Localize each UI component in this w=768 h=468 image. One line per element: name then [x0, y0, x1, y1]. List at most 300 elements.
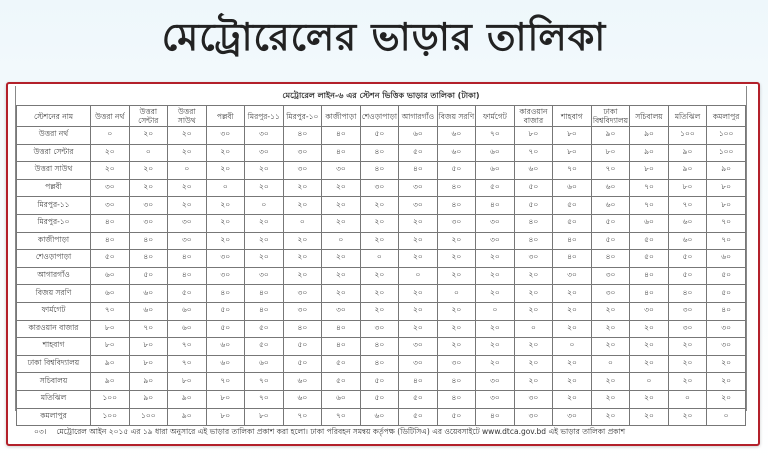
fare-cell: ১০০	[129, 408, 168, 426]
fare-cell: ৫০	[168, 285, 207, 303]
station-name: উত্তরা সেন্টার	[17, 144, 91, 162]
fare-cell: ৬০	[129, 302, 168, 320]
fare-cell: ০	[322, 232, 361, 250]
fare-cell: ৫০	[399, 408, 438, 426]
fare-cell: ২০	[168, 179, 207, 197]
fare-cell: ৮০	[553, 127, 592, 145]
fare-cell: ৭০	[322, 408, 361, 426]
fare-cell: ৪০	[553, 250, 592, 268]
fare-cell: ২০	[206, 144, 245, 162]
fare-cell: ৩০	[476, 373, 515, 391]
fare-cell: ৫০	[129, 267, 168, 285]
fare-cell: ৭০	[476, 127, 515, 145]
fare-cell: ৪০	[168, 267, 207, 285]
table-row	[17, 250, 746, 268]
fare-cell: ৫০	[553, 197, 592, 215]
fare-cell: ৯০	[668, 162, 707, 180]
fare-cell: ২০	[437, 267, 476, 285]
fare-cell: ৩০	[399, 197, 438, 215]
station-name: মিরপুর-১০	[17, 214, 91, 232]
table-row	[17, 144, 746, 162]
fare-cell: ২০	[322, 250, 361, 268]
fare-cell: ২০	[514, 285, 553, 303]
station-name: উত্তরা সাউথ	[17, 162, 91, 180]
fare-cell: ২০	[322, 179, 361, 197]
footer-text: মেট্রোরেল আইন ২০১৫ এর ১৯ ধারা অনুসারে এই ভাড়ার তালিকা প্রকাশ করা হলো। ঢাকা পরিবহন সমন্বয় কর্তৃপক্ষ (ডিটিসিএ) এর ওয়েবসাইটে www.dtca.gov.bd এই ভাড়ার তালিকা প্রকাশ	[56, 427, 626, 436]
fare-cell: ৫০	[591, 232, 630, 250]
fare-cell: ২০	[476, 267, 515, 285]
fare-cell: ৩০	[91, 179, 130, 197]
fare-cell: ২০	[129, 162, 168, 180]
fare-cell: ৬০	[283, 373, 322, 391]
fare-cell: ৩০	[399, 355, 438, 373]
fare-cell: ৯০	[168, 390, 207, 408]
fare-cell: ৩০	[591, 285, 630, 303]
fare-cell: ৪০	[360, 355, 399, 373]
fare-cell: ২০	[245, 162, 284, 180]
fare-cell: ২০	[707, 355, 746, 373]
fare-cell: ৯০	[168, 408, 207, 426]
fare-cell: ৫০	[514, 179, 553, 197]
fare-cell: ০	[283, 214, 322, 232]
fare-cell: ৮০	[630, 162, 669, 180]
fare-cell: ৪০	[399, 373, 438, 391]
fare-cell: ৮০	[129, 355, 168, 373]
fare-cell: ৫০	[707, 285, 746, 303]
fare-cell: ২০	[129, 179, 168, 197]
table-row	[17, 390, 746, 408]
fare-cell: ২০	[399, 232, 438, 250]
fare-cell: ৩০	[168, 232, 207, 250]
fare-cell: ৬০	[168, 302, 207, 320]
fare-cell: ৭০	[553, 162, 592, 180]
fare-cell: ৬০	[206, 355, 245, 373]
fare-cell: ৯০	[630, 144, 669, 162]
fare-cell: ৩০	[283, 302, 322, 320]
fare-cell: ৭০	[707, 232, 746, 250]
fare-cell: ০	[206, 179, 245, 197]
fare-cell: ২০	[476, 320, 515, 338]
fare-cell: ২০	[514, 355, 553, 373]
fare-cell: ২০	[245, 232, 284, 250]
fare-table-container	[15, 86, 747, 420]
fare-cell: ২০	[399, 302, 438, 320]
fare-cell: ৩০	[245, 267, 284, 285]
fare-cell: ৪০	[245, 302, 284, 320]
fare-cell: ৪০	[399, 162, 438, 180]
fare-cell: ৪০	[360, 338, 399, 356]
fare-cell: ২০	[206, 214, 245, 232]
fare-cell: ২০	[399, 214, 438, 232]
fare-cell: ২০	[630, 355, 669, 373]
table-row	[17, 373, 746, 391]
fare-cell: ৫০	[322, 355, 361, 373]
column-header: শেওড়াপাড়া	[360, 106, 399, 127]
fare-cell: ০	[476, 302, 515, 320]
fare-cell: ০	[168, 162, 207, 180]
fare-cell: ০	[399, 267, 438, 285]
fare-cell: ৯০	[630, 127, 669, 145]
fare-cell: ৩০	[553, 267, 592, 285]
fare-cell: ৭০	[245, 390, 284, 408]
fare-cell: ৭০	[514, 144, 553, 162]
fare-cell: ০	[668, 390, 707, 408]
fare-cell: ৩০	[245, 144, 284, 162]
fare-cell: ৭০	[91, 302, 130, 320]
fare-cell: ৩০	[283, 162, 322, 180]
fare-cell: ৫০	[360, 390, 399, 408]
fare-cell: ২০	[129, 127, 168, 145]
column-header: মতিঝিল	[668, 106, 707, 127]
fare-cell: ২০	[553, 373, 592, 391]
fare-cell: ৮০	[91, 338, 130, 356]
fare-cell: ৫০	[245, 320, 284, 338]
fare-cell: ৫০	[206, 320, 245, 338]
fare-cell: ৭০	[283, 408, 322, 426]
fare-cell: ২০	[283, 250, 322, 268]
fare-cell: ৪০	[129, 232, 168, 250]
station-name: সচিবালয়	[17, 373, 91, 391]
fare-cell: ২০	[514, 373, 553, 391]
fare-cell: ২০	[437, 250, 476, 268]
table-caption: মেট্রোরেল লাইন-৬ এর স্টেশন ভিত্তিক ভাড়ার তালিকা (টাকা)	[282, 91, 480, 100]
table-row	[17, 355, 746, 373]
fare-cell: ২০	[168, 127, 207, 145]
fare-cell: ৬০	[129, 285, 168, 303]
table-row	[17, 232, 746, 250]
station-name: কাজীপাড়া	[17, 232, 91, 250]
column-header: মিরপুর-১১	[245, 106, 284, 127]
fare-cell: ৫০	[437, 408, 476, 426]
fare-cell: ৮০	[668, 179, 707, 197]
fare-cell: ২০	[322, 267, 361, 285]
fare-cell: ২০	[553, 285, 592, 303]
fare-cell: ০	[437, 285, 476, 303]
fare-cell: ৬০	[591, 179, 630, 197]
fare-cell: ৮০	[129, 338, 168, 356]
fare-cell: ২০	[360, 232, 399, 250]
fare-cell: ৩০	[206, 267, 245, 285]
fare-cell: ৩০	[476, 214, 515, 232]
fare-cell: ৮০	[707, 197, 746, 215]
fare-cell: ০	[91, 127, 130, 145]
fare-cell: ৫০	[91, 250, 130, 268]
fare-cell: ৩০	[283, 144, 322, 162]
fare-cell: ৩০	[322, 302, 361, 320]
table-row	[17, 267, 746, 285]
fare-cell: ২০	[437, 302, 476, 320]
fare-cell: ২০	[360, 197, 399, 215]
fare-cell: ৯০	[668, 144, 707, 162]
corner-header: স্টেশনের নাম	[17, 106, 91, 127]
fare-cell: ২০	[553, 355, 592, 373]
fare-cell: ৬০	[245, 355, 284, 373]
fare-cell: ৪০	[553, 232, 592, 250]
fare-cell: ২০	[476, 355, 515, 373]
footer-number: ০৩।	[34, 427, 47, 436]
fare-cell: ০	[707, 408, 746, 426]
fare-cell: ৫০	[668, 250, 707, 268]
fare-cell: ২০	[630, 320, 669, 338]
fare-table-frame	[6, 82, 760, 446]
station-name: শাহবাগ	[17, 338, 91, 356]
fare-cell: ২০	[91, 144, 130, 162]
fare-cell: ২০	[668, 408, 707, 426]
fare-cell: ৬০	[283, 390, 322, 408]
fare-cell: ৩০	[514, 250, 553, 268]
footer-note	[34, 427, 625, 439]
fare-cell: ৪০	[360, 144, 399, 162]
table-row	[17, 179, 746, 197]
fare-cell: ৩০	[206, 127, 245, 145]
fare-cell: ৪০	[437, 197, 476, 215]
fare-cell: ৯০	[591, 127, 630, 145]
fare-cell: ৪০	[245, 285, 284, 303]
table-row	[17, 302, 746, 320]
column-header: ঢাকা বিশ্ববিদ্যালয়	[592, 107, 629, 125]
fare-cell: ৬০	[553, 179, 592, 197]
fare-cell: ৫০	[322, 373, 361, 391]
fare-cell: ১০০	[668, 127, 707, 145]
fare-cell: ২০	[399, 250, 438, 268]
fare-cell: ৬০	[630, 214, 669, 232]
fare-cell: ২০	[553, 320, 592, 338]
fare-cell: ২০	[245, 214, 284, 232]
fare-cell: ২০	[668, 373, 707, 391]
table-row	[17, 320, 746, 338]
fare-cell: ২০	[245, 250, 284, 268]
fare-cell: ৩০	[476, 232, 515, 250]
fare-cell: ৬০	[168, 320, 207, 338]
fare-cell: ২০	[514, 267, 553, 285]
fare-cell: ২০	[476, 250, 515, 268]
fare-cell: ২০	[707, 373, 746, 391]
fare-cell: ৩০	[206, 250, 245, 268]
fare-cell: ২০	[206, 232, 245, 250]
fare-cell: ৩০	[630, 302, 669, 320]
fare-cell: ৪০	[514, 214, 553, 232]
fare-cell: ৮০	[553, 144, 592, 162]
fare-cell: ৭০	[168, 338, 207, 356]
fare-cell: ৪০	[514, 232, 553, 250]
station-name: শেওড়াপাড়া	[17, 250, 91, 268]
station-name: কারওয়ান বাজার	[17, 320, 91, 338]
fare-cell: ৭০	[168, 355, 207, 373]
fare-cell: ২০	[322, 285, 361, 303]
fare-cell: ৮০	[206, 408, 245, 426]
fare-cell: ২০	[707, 390, 746, 408]
fare-cell: ৪০	[322, 338, 361, 356]
fare-cell: ৬০	[437, 144, 476, 162]
fare-cell: ৩০	[707, 338, 746, 356]
fare-cell: ৪০	[630, 285, 669, 303]
fare-cell: ৭০	[129, 320, 168, 338]
fare-cell: ১০০	[707, 127, 746, 145]
fare-cell: ৮০	[514, 127, 553, 145]
fare-cell: ০	[591, 355, 630, 373]
fare-cell: ২০	[668, 338, 707, 356]
fare-cell: ২০	[322, 197, 361, 215]
fare-cell: ৪০	[283, 320, 322, 338]
fare-cell: ৬০	[476, 144, 515, 162]
fare-cell: ২০	[553, 302, 592, 320]
fare-cell: ৮০	[91, 320, 130, 338]
fare-cell: ৪০	[322, 127, 361, 145]
station-name: ফার্মগেট	[17, 302, 91, 320]
fare-cell: ২০	[360, 214, 399, 232]
fare-cell: ৪০	[476, 408, 515, 426]
fare-cell: ৪০	[707, 302, 746, 320]
fare-cell: ৩০	[245, 127, 284, 145]
fare-cell: ৭০	[630, 197, 669, 215]
fare-cell: ২০	[591, 338, 630, 356]
fare-cell: ৪০	[283, 127, 322, 145]
table-row	[17, 285, 746, 303]
fare-cell: ০	[360, 250, 399, 268]
column-header: মিরপুর-১০	[283, 106, 322, 127]
fare-cell: ৬০	[91, 267, 130, 285]
fare-cell: ৪০	[591, 250, 630, 268]
fare-cell: ৪০	[322, 144, 361, 162]
fare-cell: ২০	[630, 390, 669, 408]
fare-cell: ৩০	[437, 355, 476, 373]
station-name: মতিঝিল	[17, 390, 91, 408]
fare-cell: ০	[129, 144, 168, 162]
fare-cell: ৮০	[168, 373, 207, 391]
fare-cell: ৪০	[206, 285, 245, 303]
fare-cell: ৫০	[399, 144, 438, 162]
table-row	[17, 127, 746, 145]
fare-cell: ৩০	[668, 302, 707, 320]
column-header: সচিবালয়	[630, 106, 669, 127]
fare-cell: ৩০	[476, 390, 515, 408]
fare-cell: ৬০	[360, 408, 399, 426]
fare-cell: ১০০	[707, 144, 746, 162]
fare-cell: ২০	[206, 197, 245, 215]
fare-cell: ৩০	[707, 320, 746, 338]
fare-cell: ৬০	[707, 250, 746, 268]
fare-cell: ২০	[553, 390, 592, 408]
fare-cell: ৩০	[668, 320, 707, 338]
fare-cell: ৩০	[399, 179, 438, 197]
fare-cell: ২০	[591, 408, 630, 426]
fare-cell: ২০	[591, 390, 630, 408]
table-row	[17, 162, 746, 180]
fare-cell: ২০	[437, 320, 476, 338]
fare-cell: ৯০	[91, 355, 130, 373]
table-header-row	[17, 106, 746, 127]
fare-cell: ৫০	[630, 232, 669, 250]
fare-cell: ২০	[591, 373, 630, 391]
fare-cell: ২০	[630, 338, 669, 356]
fare-cell: ২০	[283, 267, 322, 285]
fare-cell: ৪০	[322, 320, 361, 338]
fare-cell: ৩০	[322, 162, 361, 180]
fare-cell: ৬০	[437, 127, 476, 145]
fare-cell: ০	[245, 197, 284, 215]
fare-cell: ৫০	[553, 214, 592, 232]
fare-cell: ৭০	[591, 162, 630, 180]
station-name: বিজয় সরণি	[17, 285, 91, 303]
fare-cell: ৩০	[437, 214, 476, 232]
fare-cell: ২০	[322, 214, 361, 232]
fare-cell: ২০	[437, 232, 476, 250]
table-row	[17, 197, 746, 215]
fare-cell: ২০	[630, 408, 669, 426]
fare-cell: ২০	[91, 162, 130, 180]
fare-cell: ২০	[476, 285, 515, 303]
fare-cell: ৫০	[591, 214, 630, 232]
station-name: উত্তরা নর্থ	[17, 127, 91, 145]
fare-cell: ৫০	[283, 338, 322, 356]
fare-cell: ৫০	[514, 197, 553, 215]
column-header: আগারগাঁও	[399, 106, 438, 127]
fare-cell: ২০	[168, 197, 207, 215]
fare-cell: ৮০	[206, 390, 245, 408]
station-name: আগারগাঁও	[17, 267, 91, 285]
fare-cell: ৪০	[91, 232, 130, 250]
fare-cell: ৩০	[591, 267, 630, 285]
fare-cell: ৫০	[360, 127, 399, 145]
station-name: কমলাপুর	[17, 408, 91, 426]
fare-cell: ৩০	[514, 390, 553, 408]
fare-cell: ২০	[360, 267, 399, 285]
fare-cell: ২০	[514, 338, 553, 356]
fare-cell: ৭০	[707, 214, 746, 232]
fare-cell: ৫০	[399, 390, 438, 408]
fare-cell: ২০	[360, 302, 399, 320]
fare-cell: ৩০	[553, 408, 592, 426]
fare-cell: ৭০	[206, 373, 245, 391]
fare-cell: ৬০	[399, 127, 438, 145]
fare-cell: ৬০	[668, 214, 707, 232]
fare-cell: ২০	[591, 320, 630, 338]
fare-cell: ৮০	[707, 179, 746, 197]
column-header: শাহবাগ	[553, 106, 592, 127]
fare-cell: ৪০	[168, 250, 207, 268]
fare-cell: ২০	[206, 162, 245, 180]
fare-cell: ৫০	[476, 179, 515, 197]
fare-cell: ৫০	[206, 302, 245, 320]
fare-cell: ২০	[399, 285, 438, 303]
fare-cell: ৪০	[129, 250, 168, 268]
fare-cell: ২০	[168, 144, 207, 162]
fare-cell: ৫০	[630, 250, 669, 268]
fare-cell: ৭০	[630, 179, 669, 197]
page-title: মেট্রোরেলের ভাড়ার তালিকা	[161, 15, 607, 59]
column-header: কমলাপুর	[707, 106, 746, 127]
fare-cell: ৯০	[707, 162, 746, 180]
fare-cell: ৩০	[168, 214, 207, 232]
column-header: উত্তরা নর্থ	[91, 106, 130, 127]
fare-cell: ৮০	[245, 408, 284, 426]
fare-cell: ৪০	[437, 373, 476, 391]
fare-cell: ৯০	[129, 373, 168, 391]
fare-cell: ৮০	[591, 144, 630, 162]
fare-cell: ২০	[245, 179, 284, 197]
fare-cell: ৩০	[360, 320, 399, 338]
fare-cell: ৬০	[476, 162, 515, 180]
column-header: বিজয় সরণি	[437, 106, 476, 127]
table-row	[17, 338, 746, 356]
fare-cell: ৯০	[91, 373, 130, 391]
fare-cell: ৪০	[668, 285, 707, 303]
fare-cell: ৫০	[360, 373, 399, 391]
fare-cell: ৯০	[129, 390, 168, 408]
fare-cell: ৬০	[322, 390, 361, 408]
column-header: উত্তরা সেন্টার	[129, 106, 168, 127]
fare-cell: ৫০	[707, 267, 746, 285]
